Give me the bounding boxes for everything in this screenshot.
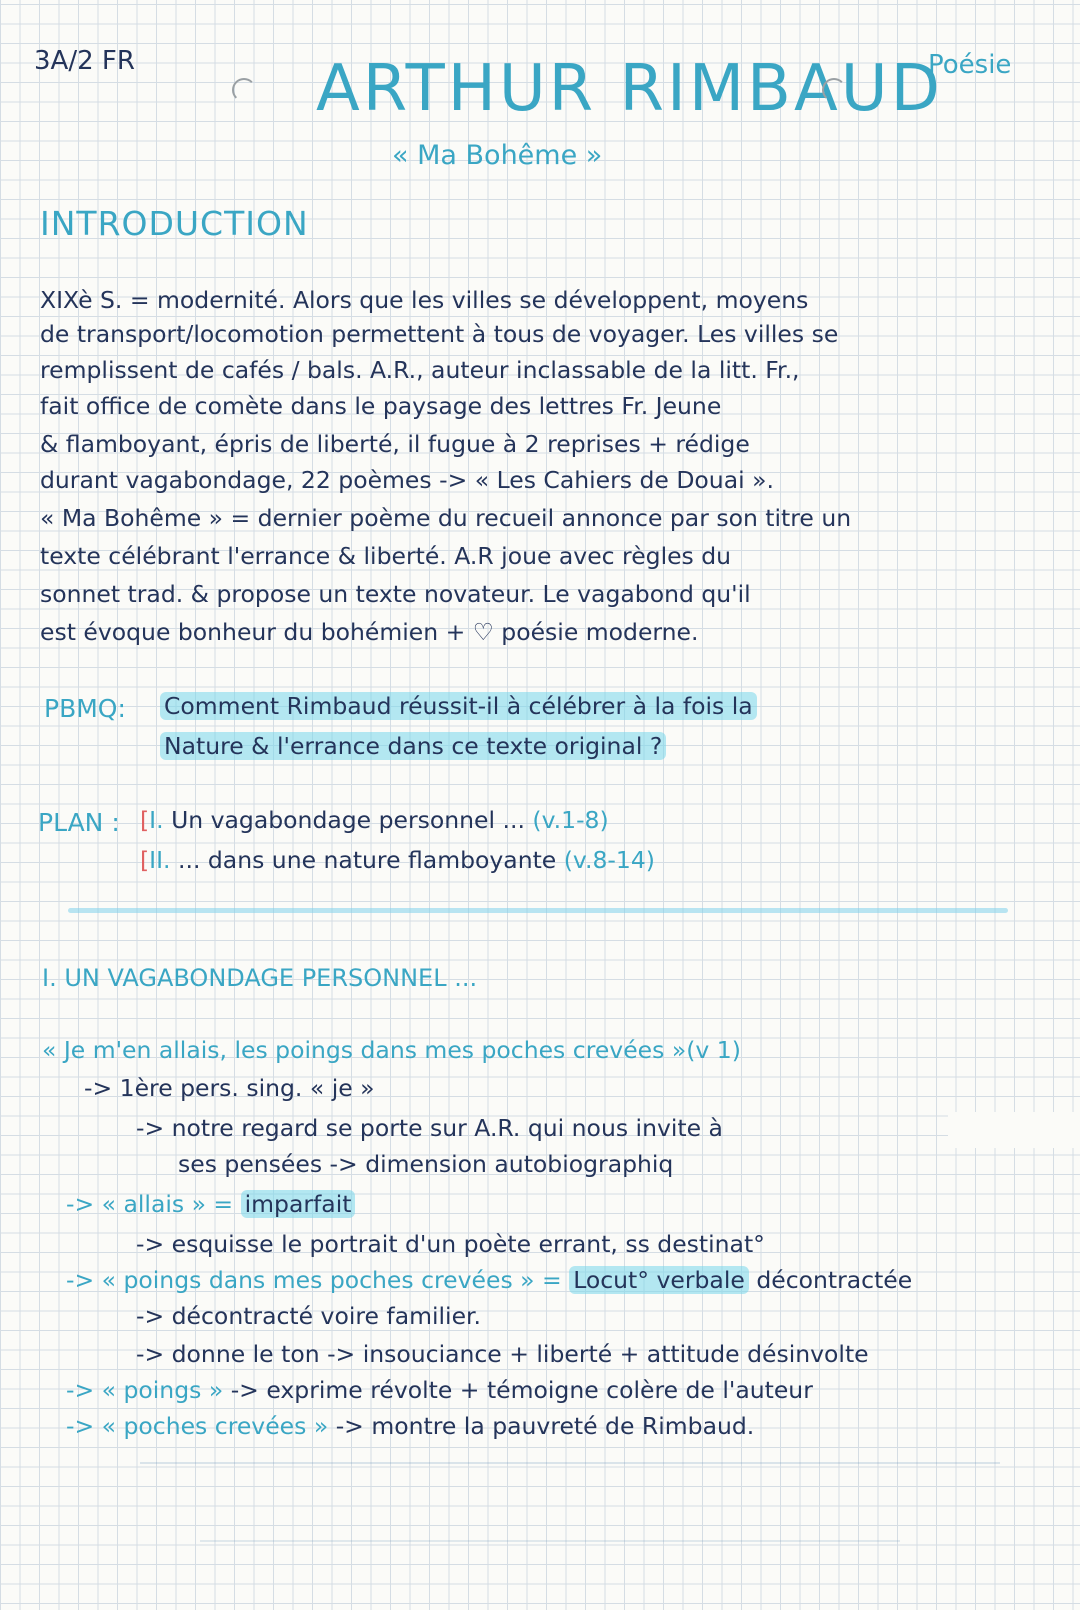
note-text: -> exprime révolte + témoigne colère de l'auteur	[230, 1376, 813, 1404]
paper-smudge	[140, 1462, 1000, 1464]
note-line	[66, 1412, 754, 1440]
note-line	[66, 1190, 355, 1218]
plan-item-2-text: ... dans une nature flamboyante	[178, 846, 557, 874]
intro-line: de transport/locomotion permettent à tous de voyager. Les villes se	[40, 320, 839, 348]
plan-item-1	[140, 806, 609, 834]
note-term: -> « poches crevées »	[66, 1412, 329, 1440]
note-line: -> décontracté voire familier.	[136, 1302, 482, 1330]
binder-ring-right	[822, 78, 846, 102]
note-highlight: Locut° verbale	[569, 1266, 749, 1294]
plan-label: PLAN :	[38, 808, 120, 837]
note-text: décontractée	[756, 1266, 913, 1294]
plan-item-2-num: II.	[149, 846, 171, 874]
note-line	[66, 1266, 912, 1294]
problematique-line-2	[160, 732, 666, 760]
intro-line: « Ma Bohême » = dernier poème du recueil annonce par son titre un	[40, 504, 852, 532]
genre-label: Poésie	[928, 50, 1012, 80]
page-title: ARTHUR RIMBAUD	[316, 52, 943, 126]
section-divider	[68, 908, 1008, 913]
intro-line: fait office de comète dans le paysage des lettres Fr. Jeune	[40, 392, 722, 420]
intro-line: durant vagabondage, 22 poèmes -> « Les Cahiers de Douai ».	[40, 466, 774, 494]
plan-item-1-text: Un vagabondage personnel ...	[171, 806, 525, 834]
note-term: -> « allais » =	[66, 1190, 234, 1218]
problematique-text-1: Comment Rimbaud réussit-il à célébrer à la fois la	[160, 692, 757, 720]
problematique-label: PBMQ:	[44, 694, 126, 723]
note-term: -> « poings dans mes poches crevées » =	[66, 1266, 562, 1294]
note-line	[66, 1376, 813, 1404]
note-line: -> 1ère pers. sing. « je »	[84, 1074, 375, 1102]
intro-line: & flamboyant, épris de liberté, il fugue à 2 reprises + rédige	[40, 430, 750, 458]
intro-line: remplissent de cafés / bals. A.R., auteur inclassable de la litt. Fr.,	[40, 356, 800, 384]
paper-smudge	[200, 1540, 900, 1542]
plan-item-2	[140, 846, 655, 874]
section1-quote-line	[42, 1036, 741, 1064]
redacted-block	[948, 1112, 1080, 1148]
intro-line: sonnet trad. & propose un texte novateur. Le vagabond qu'il	[40, 580, 751, 608]
intro-line: texte célébrant l'errance & liberté. A.R joue avec règles du	[40, 542, 732, 570]
note-line: ses pensées -> dimension autobiographiq	[178, 1150, 674, 1178]
section1-quote: « Je m'en allais, les poings dans mes poches crevées »	[42, 1036, 687, 1064]
plan-bracket-icon: [	[140, 846, 150, 874]
note-line: -> esquisse le portrait d'un poète errant, ss destinat°	[136, 1230, 765, 1258]
problematique-line-1	[160, 692, 757, 720]
note-line: -> donne le ton -> insouciance + liberté + attitude désinvolte	[136, 1340, 869, 1368]
section1-quote-ref: (v 1)	[686, 1036, 741, 1064]
class-tag: 3A/2 FR	[34, 46, 135, 76]
plan-bracket-icon: [	[140, 806, 150, 834]
poem-subtitle: « Ma Bohême »	[392, 140, 603, 171]
plan-item-2-ref: (v.8-14)	[563, 846, 655, 874]
problematique-text-2: Nature & l'errance dans ce texte original ?	[160, 732, 666, 760]
note-text: -> montre la pauvreté de Rimbaud.	[335, 1412, 755, 1440]
note-line: -> notre regard se porte sur A.R. qui nous invite à	[136, 1114, 723, 1142]
intro-line: XIXè S. = modernité. Alors que les villes se développent, moyens	[40, 286, 809, 314]
note-term: -> « poings »	[66, 1376, 224, 1404]
binder-ring-left	[232, 78, 256, 102]
note-highlight: imparfait	[241, 1190, 356, 1218]
plan-item-1-num: I.	[149, 806, 164, 834]
section1-heading: I. UN VAGABONDAGE PERSONNEL ...	[42, 964, 478, 992]
intro-heading: INTRODUCTION	[40, 204, 309, 243]
plan-item-1-ref: (v.1-8)	[532, 806, 609, 834]
intro-line: est évoque bonheur du bohémien + ♡ poésie moderne.	[40, 618, 699, 646]
